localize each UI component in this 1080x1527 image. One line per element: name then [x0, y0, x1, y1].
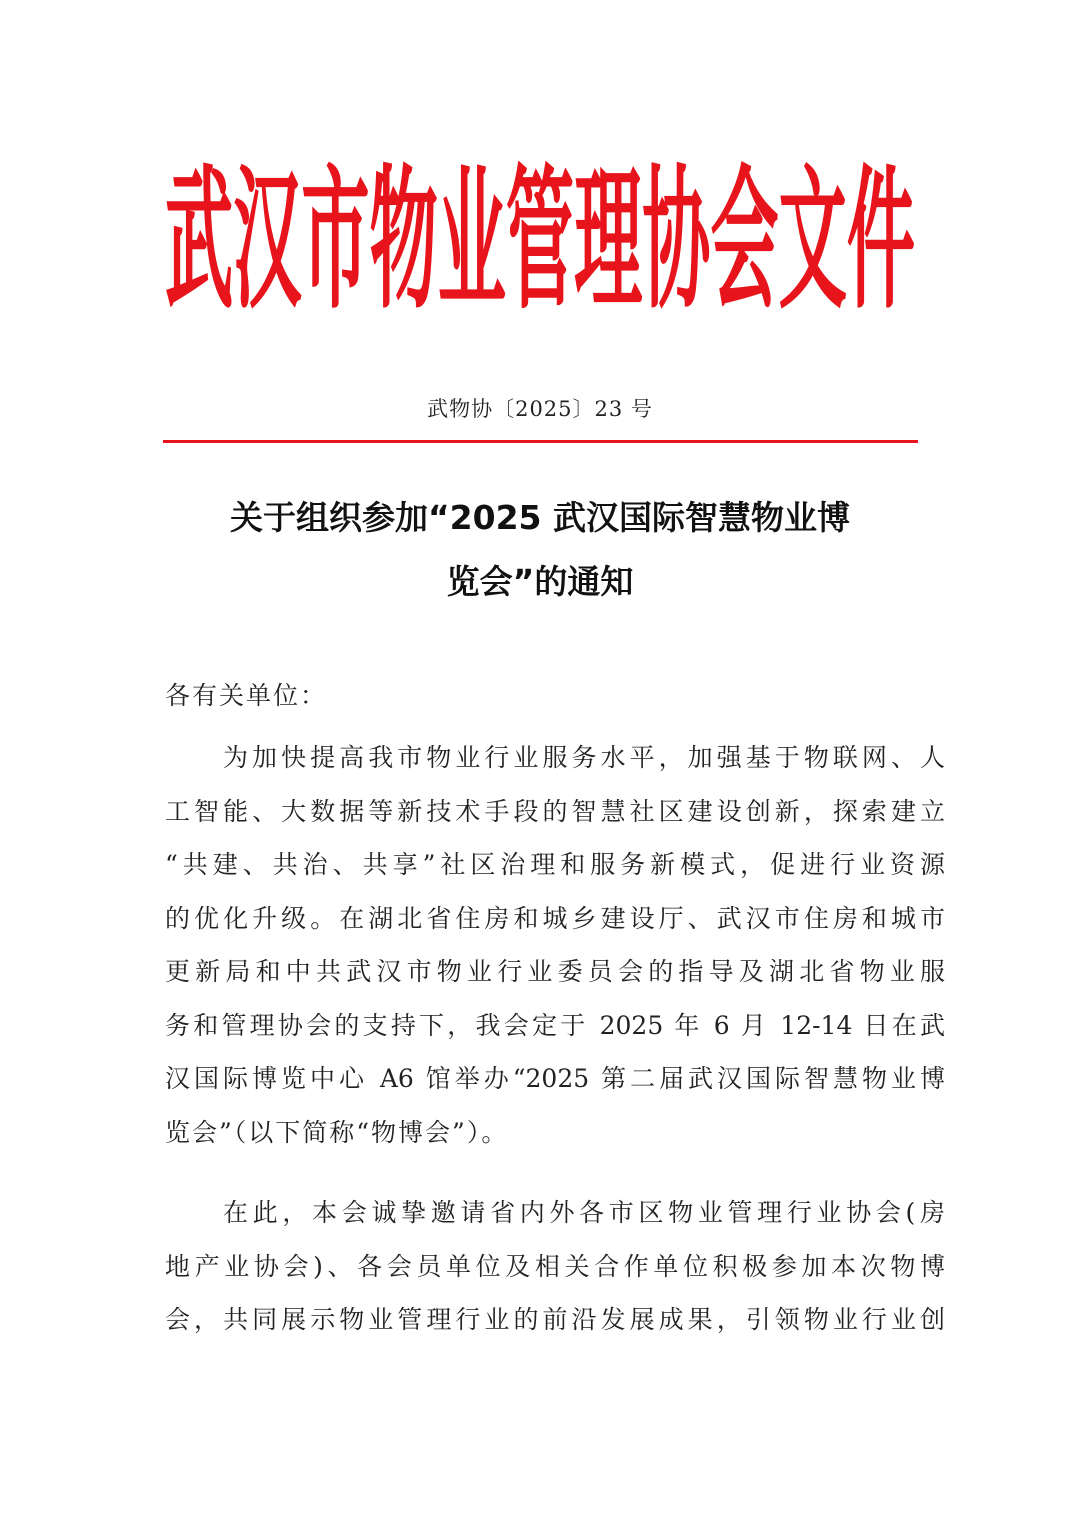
salutation: 各有关单位： [165, 681, 328, 710]
paragraph-line: 地产业协会)、各会员单位及相关合作单位积极参加本次物博 [165, 1251, 945, 1281]
red-divider [163, 440, 918, 443]
paragraph-line: 更新局和中共武汉市物业行业委员会的指导及湖北省物业服 [165, 957, 945, 986]
paragraph-line: 汉国际博览中心 A6 馆举办“2025 第二届武汉国际智慧物业博 [165, 1064, 945, 1093]
paragraph-1 [165, 731, 945, 1159]
document-number: 武物协〔2025〕23 号 [427, 397, 653, 421]
paragraph-2 [165, 1186, 945, 1347]
document-header [165, 150, 915, 330]
paragraph-line: “共建、共治、共享”社区治理和服务新模式，促进行业资源 [165, 850, 945, 879]
paragraph-line: 览会”（以下简称“物博会”）。 [165, 1117, 509, 1147]
notice-title-line-2: 览会”的通知 [446, 562, 634, 601]
notice-title-line-1: 关于组织参加“2025 武汉国际智慧物业博 [229, 498, 851, 537]
paragraph-line: 务和管理协会的支持下，我会定于 2025 年 6 月 12-14 日在武 [165, 1010, 945, 1040]
paragraph-line: 在此，本会诚挚邀请省内外各市区物业管理行业协会(房 [223, 1198, 945, 1227]
paragraph-line: 为加快提高我市物业行业服务水平，加强基于物联网、人 [223, 743, 945, 772]
notice-title [150, 486, 930, 614]
paragraph-line: 工智能、大数据等新技术手段的智慧社区建设创新，探索建立 [165, 796, 945, 826]
paragraph-line: 的优化升级。在湖北省住房和城乡建设厅、武汉市住房和城市 [165, 903, 945, 933]
paragraph-line: 会，共同展示物业管理行业的前沿发展成果，引领物业行业创 [165, 1305, 945, 1334]
document-header-title: 武汉市物业管理协会文件 [165, 150, 915, 330]
